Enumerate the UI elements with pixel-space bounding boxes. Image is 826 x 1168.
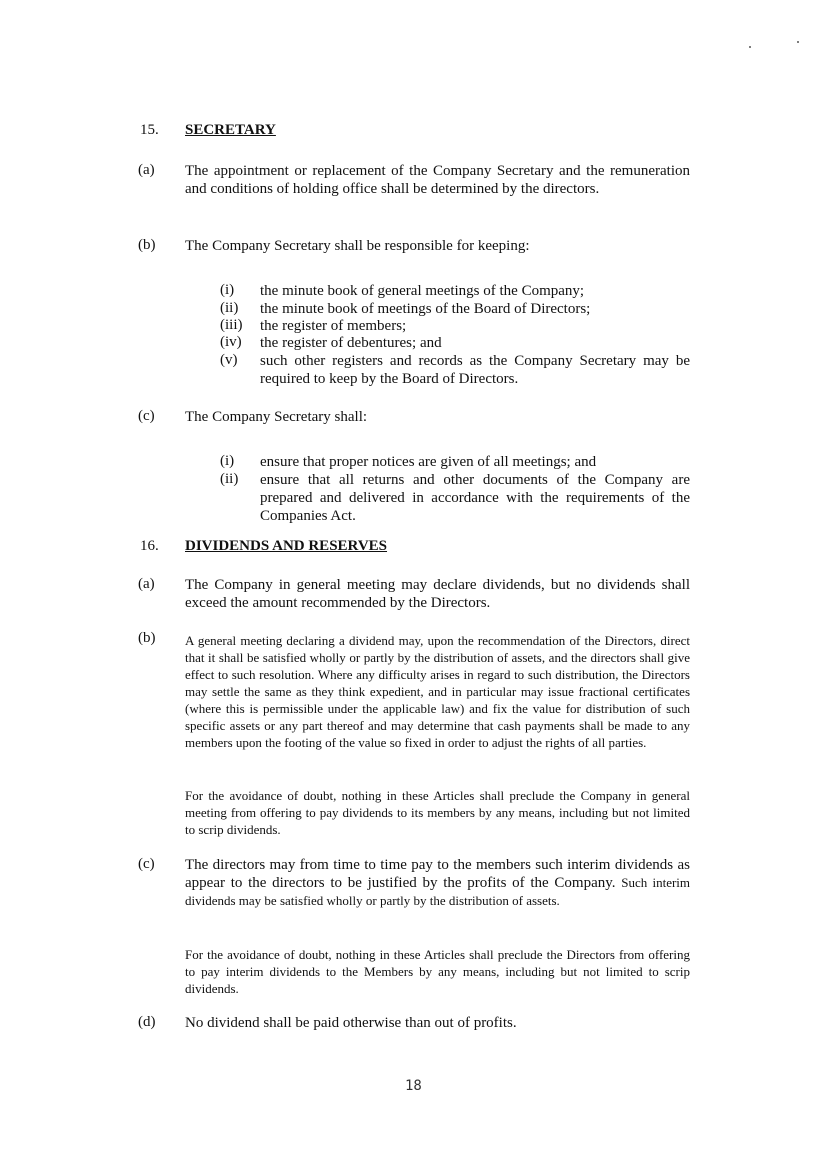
item-16c-note: For the avoidance of doubt, nothing in these Articles shall preclude the Directors from offering to pay interim dividends to the Members by any means, including but not limited to scrip dividends. bbox=[185, 947, 690, 996]
page-number: 18 bbox=[405, 1078, 422, 1094]
section-16-number: 16. bbox=[140, 538, 159, 554]
item-16b-note: For the avoidance of doubt, nothing in these Articles shall preclude the Company in general meeting from offering to pay dividends to its members by any means, including but not limited to scrip dividends. bbox=[185, 788, 690, 837]
item-15c-label: (c) bbox=[138, 408, 155, 424]
sub-15c-i-text: ensure that proper notices are given of all meetings; and bbox=[260, 454, 597, 470]
scan-speck bbox=[797, 41, 799, 43]
item-16c-label: (c) bbox=[138, 856, 155, 872]
sub-15b-i-text: the minute book of general meetings of the Company; bbox=[260, 283, 585, 299]
item-15a-label: (a) bbox=[138, 162, 155, 178]
sub-15b-iii-label: (iii) bbox=[220, 317, 243, 333]
sub-15b-ii-text: the minute book of meetings of the Board of Directors; bbox=[260, 301, 591, 317]
item-16c-text bbox=[185, 856, 690, 910]
item-16d-text: No dividend shall be paid otherwise than out of profits. bbox=[185, 1015, 517, 1031]
sub-15b-v-label: (v) bbox=[220, 352, 238, 368]
item-15b-text: The Company Secretary shall be responsible for keeping: bbox=[185, 238, 530, 254]
item-16b-label: (b) bbox=[138, 630, 156, 646]
sub-15b-ii-label: (ii) bbox=[220, 300, 239, 316]
sub-15b-iii-text: the register of members; bbox=[260, 318, 407, 334]
section-15-number: 15. bbox=[140, 122, 159, 138]
item-15b-label: (b) bbox=[138, 237, 156, 253]
sub-15c-ii-text: ensure that all returns and other documents of the Company are prepared and delivered in accordance with the requirements of the Companies Act. bbox=[260, 472, 690, 524]
sub-15b-iv-label: (iv) bbox=[220, 334, 242, 350]
section-15-title: SECRETARY bbox=[185, 122, 276, 138]
sub-15b-iv-text: the register of debentures; and bbox=[260, 335, 442, 351]
item-16d-label: (d) bbox=[138, 1014, 156, 1030]
item-16a-label: (a) bbox=[138, 576, 155, 592]
sub-15b-v-text: such other registers and records as the Company Secretary may be required to keep by the Board of Directors. bbox=[260, 353, 690, 387]
item-16b-text: A general meeting declaring a dividend may, upon the recommendation of the Directors, direct that it shall be satisfied wholly or partly by the distribution of assets, and the directors shall give effect to such resolution. Where any difficulty arises in regard to such distribution, the Directors may settle the same as they think expedient, and in particular may issue fractional certificates (where this is permissible under the applicable law) and fix the value for distribution of such specific assets or any part thereof and may determine that cash payments shall be made to any members upon the footing of the value so fixed in order to adjust the rights of all parties. bbox=[185, 633, 690, 750]
sub-15c-ii-label: (ii) bbox=[220, 471, 239, 487]
item-16c-text-tail: Such interim dividends may be satisfied wholly or partly by the distribution of assets. bbox=[185, 875, 691, 908]
scan-speck bbox=[749, 46, 751, 48]
sub-15c-i-label: (i) bbox=[220, 453, 235, 469]
item-16c-text-main: The directors may from time to time pay to the members such interim dividends as appear to the directors to be justified by the profits of the Company. bbox=[185, 857, 690, 891]
item-15c-text: The Company Secretary shall: bbox=[185, 409, 368, 425]
item-16a-text: The Company in general meeting may declare dividends, but no dividends shall exceed the amount recommended by the Directors. bbox=[185, 577, 690, 611]
section-16-title: DIVIDENDS AND RESERVES bbox=[185, 538, 388, 554]
item-15a-text: The appointment or replacement of the Company Secretary and the remuneration and conditions of holding office shall be determined by the directors. bbox=[185, 163, 690, 197]
sub-15b-i-label: (i) bbox=[220, 282, 235, 298]
